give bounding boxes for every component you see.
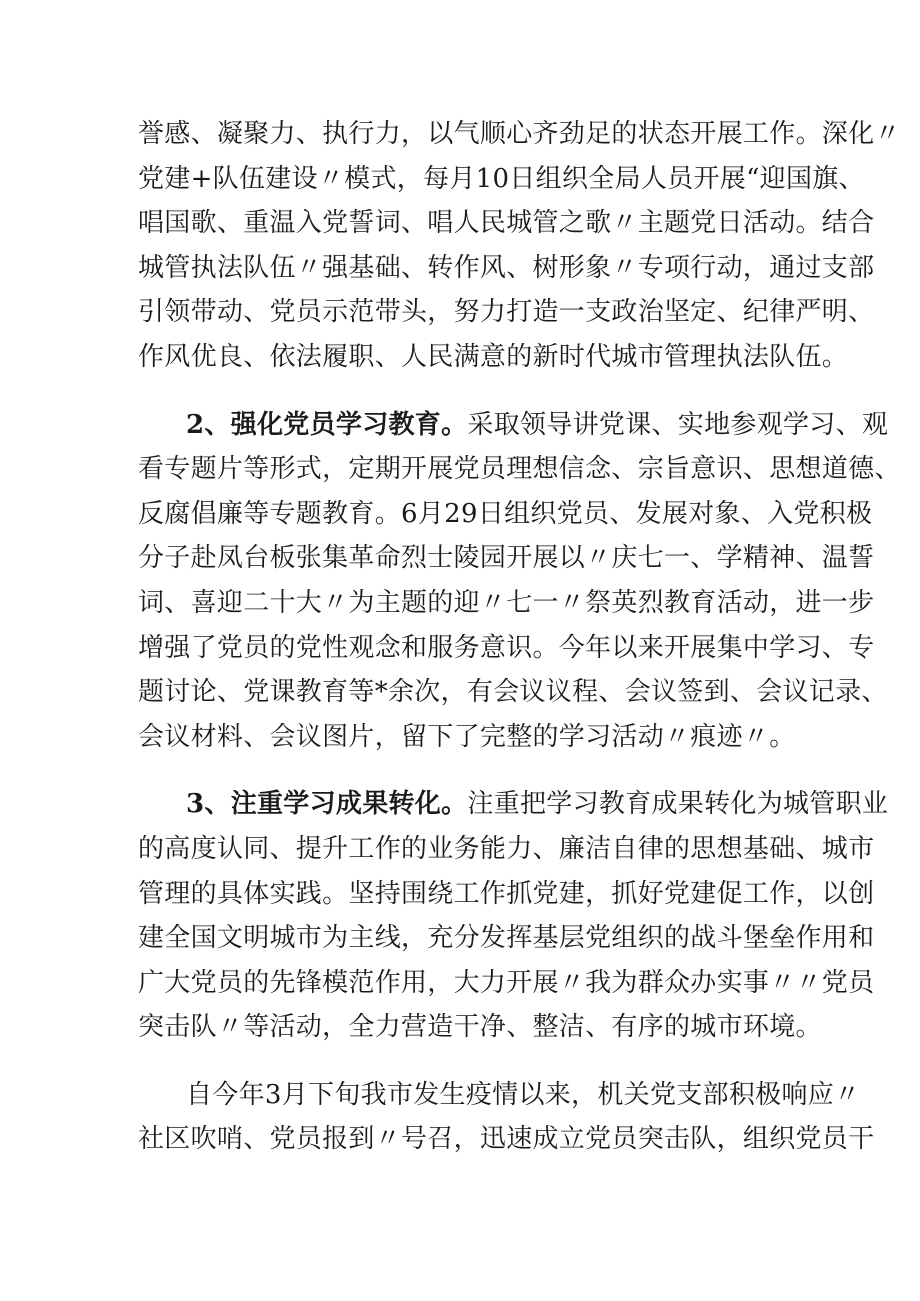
paragraph-study-education [138, 403, 901, 760]
text-line: 题讨论、党课教育等*余次，有会议议程、会议签到、会议记录、 [138, 677, 888, 708]
text-line: 誉感、凝聚力、执行力，以气顺心齐劲足的状态开展工作。深化〃 [138, 119, 901, 149]
text-line: 突击队〃等活动，全力营造干净、整洁、有序的城市环境。 [138, 1012, 822, 1043]
text-line: 增强了党员的党性观念和服务意识。今年以来开展集中学习、专 [138, 632, 875, 663]
text-line: 党建+队伍建设〃模式，每月10日组织全局人员开展“迎国旗、 [138, 163, 865, 194]
text-line: 看专题片等形式，定期开展党员理想信念、宗旨意识、思想道德、 [138, 454, 901, 485]
paragraph-team-building [138, 112, 901, 380]
text-line: 城管执法队伍〃强基础、转作风、树形象〃专项行动，通过支部 [138, 252, 875, 283]
text-line: 分子赴凤台板张集革命烈士陵园开展以〃庆七一、学精神、温誓 [138, 543, 875, 574]
text-line: 反腐倡廉等专题教育。6月29日组织党员、发展对象、入党积极 [138, 498, 873, 529]
text-line: 作风优良、依法履职、人民满意的新时代城市管理执法队伍。 [138, 341, 849, 372]
text-line: 词、喜迎二十大〃为主题的迎〃七一〃祭英烈教育活动，进一步 [138, 587, 875, 618]
text-line: 自今年3月下旬我市发生疫情以来，机关党支部积极响应〃 [186, 1079, 861, 1110]
paragraph-results-transformation [138, 782, 889, 1050]
text-line: 社区吹哨、党员报到〃号召，迅速成立党员突击队，组织党员干 [138, 1124, 875, 1155]
heading-rest-text: 采取领导讲党课、实地参观学习、观 [467, 409, 889, 440]
paragraph-first-line [138, 782, 889, 827]
section-heading: 3、注重学习成果转化。 [186, 789, 468, 820]
text-line: 管理的具体实践。坚持围绕工作抓党建，抓好党建促工作，以创 [138, 878, 875, 909]
heading-rest-text: 注重把学习教育成果转化为城管职业 [467, 789, 889, 820]
text-line: 会议材料、会议图片，留下了完整的学习活动〃痕迹〃。 [138, 721, 796, 752]
paragraph-first-line [138, 403, 889, 448]
text-line: 的高度认同、提升工作的业务能力、廉洁自律的思想基础、城市 [138, 833, 875, 864]
document-page [138, 112, 901, 1162]
text-line: 唱国歌、重温入党誓词、唱人民城管之歌〃主题党日活动。结合 [138, 208, 875, 239]
paragraph-epidemic-response [138, 1073, 875, 1162]
text-line: 建全国文明城市为主线，充分发挥基层党组织的战斗堡垒作用和 [138, 923, 875, 954]
text-line: 广大党员的先锋模范作用，大力开展〃我为群众办实事〃〃党员 [138, 967, 875, 998]
text-line: 引领带动、党员示范带头，努力打造一支政治坚定、纪律严明、 [138, 297, 875, 328]
section-heading: 2、强化党员学习教育。 [186, 409, 468, 440]
